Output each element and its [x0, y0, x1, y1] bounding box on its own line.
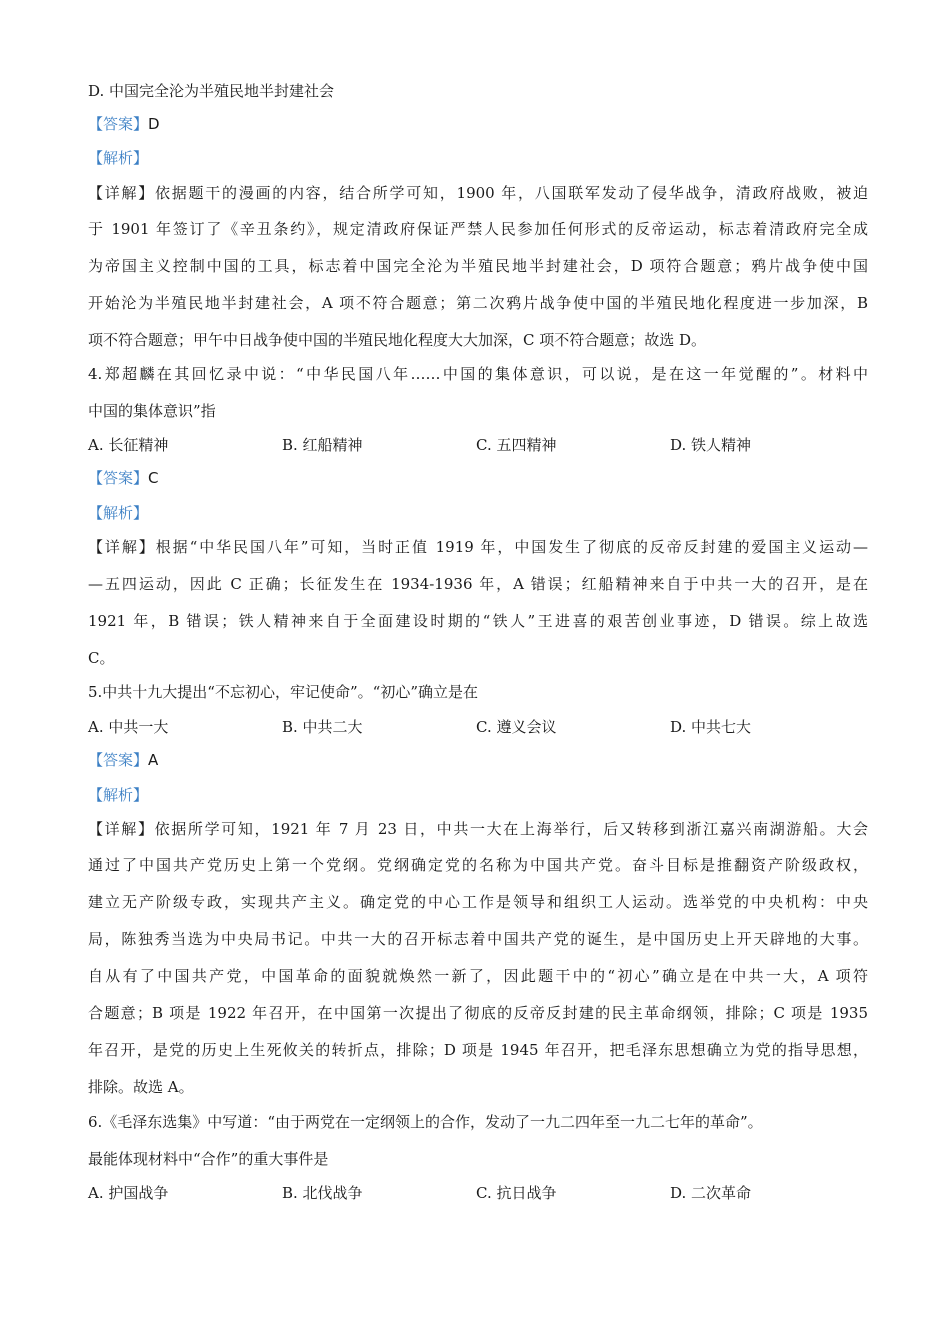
option-d: D. 二次革命: [670, 1184, 752, 1202]
q6-stem: 最能体现材料中“合作”的重大事件是: [88, 1150, 329, 1168]
option-b: B. 红船精神: [282, 436, 363, 454]
answer-tag: 【答案】: [88, 751, 149, 769]
q3-detail-line: 为帝国主义控制中国的工具，标志着中国完全沦为半殖民地半封建社会，D 项符合题意；鸦片战争使中国: [88, 257, 868, 275]
option-a: A. 中共一大: [88, 718, 169, 736]
option-a: A. 护国战争: [88, 1184, 169, 1202]
q5-detail-line: 合题意；B 项是 1922 年召开，在中国第一次提出了彻底的反帝反封建的民主革命纲领，排除；C 项是 1935: [88, 1004, 868, 1022]
q5-detail-line: 局，陈独秀当选为中央局书记。中共一大的召开标志着中国共产党的诞生，是中国历史上开天辟地的大事。: [88, 930, 868, 948]
option-c: C. 抗日战争: [476, 1184, 557, 1202]
answer-value: A: [148, 751, 159, 769]
answer-tag: 【答案】: [88, 115, 149, 133]
q4-detail-line: 【详解】根据“中华民国八年”可知，当时正值 1919 年，中国发生了彻底的反帝反封建的爱国主义运动—: [88, 538, 868, 556]
q4-detail-line: —五四运动，因此 C 正确；长征发生在 1934-1936 年，A 错误；红船精神来自于中共一大的召开，是在: [88, 575, 868, 593]
option-c: C. 五四精神: [476, 436, 557, 454]
answer-tag: 【答案】: [88, 469, 149, 487]
q3-detail-line: 开始沦为半殖民地半封建社会，A 项不符合题意；第二次鸦片战争使中国的半殖民地化程度进一步加深，B: [88, 294, 868, 312]
answer-value: C: [148, 469, 159, 487]
q5-stem: 5.中共十九大提出“不忘初心，牢记使命”。“初心”确立是在: [88, 683, 478, 701]
q4-answer-line: [88, 467, 159, 489]
option-d: D. 铁人精神: [670, 436, 752, 454]
analysis-tag: 【解析】: [88, 504, 149, 522]
q4-stem: 中国的集体意识”指: [88, 402, 216, 420]
detail-tag: 【详解】: [88, 184, 156, 202]
analysis-tag: 【解析】: [88, 786, 149, 804]
detail-tag: 【详解】: [88, 538, 156, 556]
answer-value: D: [148, 115, 160, 133]
q4-options: [88, 434, 868, 456]
option-c: C. 遵义会议: [476, 718, 557, 736]
q4-detail-line: 1921 年，B 错误；铁人精神来自于全面建设时期的“铁人”王进喜的艰苦创业事迹，D 错误。综上故选: [88, 612, 868, 630]
detail-tag: 【详解】: [88, 820, 155, 838]
q5-options: [88, 716, 868, 738]
q3-detail-line: 于 1901 年签订了《辛丑条约》，规定清政府保证严禁人民参加任何形式的反帝运动，标志着清政府完全成: [88, 220, 868, 238]
option-d: D. 中共七大: [670, 718, 752, 736]
q3-option-d: D. 中国完全沦为半殖民地半封建社会: [88, 82, 335, 100]
q5-answer-line: [88, 749, 158, 771]
q5-detail-line: 自从有了中国共产党，中国革命的面貌就焕然一新了，因此题干中的“初心”确立是在中共一大，A 项符: [88, 967, 868, 985]
option-b: B. 中共二大: [282, 718, 363, 736]
q5-detail-line: 排除。故选 A。: [88, 1078, 194, 1096]
option-b: B. 北伐战争: [282, 1184, 363, 1202]
analysis-tag: 【解析】: [88, 149, 149, 167]
q4-stem: 4.郑超麟在其回忆录中说：“中华民国八年……中国的集体意识，可以说，是在这一年觉醒的”。材料中: [88, 365, 868, 383]
q6-options: [88, 1182, 868, 1204]
q3-detail-line: 【详解】依据题干的漫画的内容，结合所学可知，1900 年，八国联军发动了侵华战争，清政府战败，被迫: [88, 184, 868, 202]
q5-detail-line: 年召开，是党的历史上生死攸关的转折点，排除；D 项是 1945 年召开，把毛泽东思想确立为党的指导思想，: [88, 1041, 868, 1059]
q3-detail-line: 项不符合题意；甲午中日战争使中国的半殖民地化程度大大加深，C 项不符合题意；故选 D。: [88, 331, 707, 349]
q6-stem: 6.《毛泽东选集》中写道：“由于两党在一定纲领上的合作，发动了一九二四年至一九二七年的革命”。: [88, 1113, 763, 1131]
option-a: A. 长征精神: [88, 436, 169, 454]
q4-detail-line: C。: [88, 649, 115, 667]
q5-detail-line: 建立无产阶级专政，实现共产主义。确定党的中心工作是领导和组织工人运动。选举党的中央机构：中央: [88, 893, 868, 911]
q5-detail-line: 通过了中国共产党历史上第一个党纲。党纲确定党的名称为中国共产党。奋斗目标是推翻资产阶级政权，: [88, 856, 868, 874]
q5-detail-line: 【详解】依据所学可知，1921 年 7 月 23 日，中共一大在上海举行，后又转移到浙江嘉兴南湖游船。大会: [88, 820, 868, 838]
q3-answer-line: [88, 113, 160, 135]
